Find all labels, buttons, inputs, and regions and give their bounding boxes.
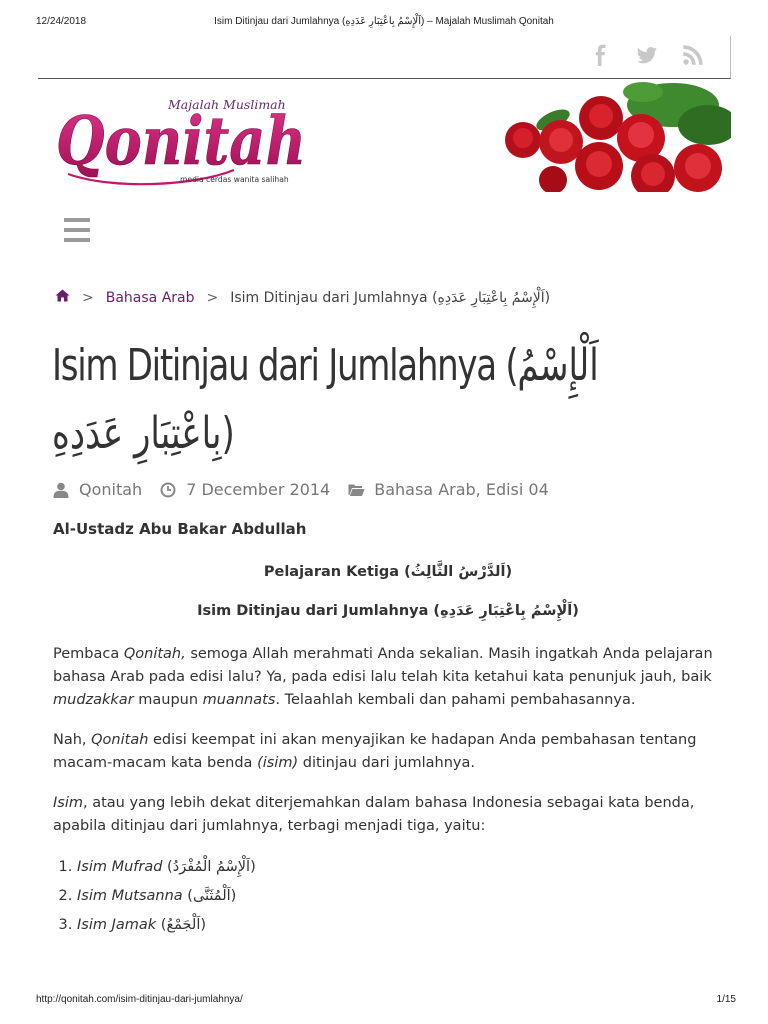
lesson-heading: Pelajaran Ketiga (اَلدَّرْسُ الثَّالِثُ) [263,564,513,580]
logo-main-text: Qonitah [56,102,306,180]
post-categories[interactable]: Bahasa Arab, Edisi 04 [374,480,549,499]
logo-top-text: Majalah Muslimah [168,97,286,112]
post-content [53,518,723,940]
rss-icon[interactable] [682,44,704,66]
isim-type-item [77,853,723,882]
post-date: 7 December 2014 [186,480,331,499]
print-page-number: 1/15 [716,994,736,1005]
print-url: http://qonitah.com/isim-ditinjau-dari-jumlahnya/ [36,994,243,1005]
print-footer [0,994,768,1008]
menu-bar [64,218,90,222]
breadcrumb-separator: > [82,289,94,306]
isim-type-item [77,882,723,911]
breadcrumb [55,289,550,306]
isim-type-name: Isim Jamak [77,917,157,933]
menu-bar [64,228,90,232]
isim-type-name: Isim Mufrad [77,859,163,875]
site-logo[interactable] [54,82,312,190]
lesson-subtitle: Isim Ditinjau dari Jumlahnya (اَلْإِسْمُ بِاعْتِبَارِ عَدَدِهِ) [197,603,579,619]
facebook-icon[interactable] [590,44,612,66]
clock-icon [160,482,176,498]
isim-type-arabic: (اَلْإِسْمُ الْمُفْرَدُ) [162,859,256,875]
menu-toggle-button[interactable] [64,218,90,244]
home-icon[interactable] [55,289,70,306]
logo-tagline: media cerdas wanita salihah [180,175,289,184]
isim-type-name: Isim Mutsanna [77,888,183,904]
breadcrumb-current: Isim Ditinjau dari Jumlahnya (اَلْإِسْمُ بِاعْتِبَارِ عَدَدِهِ) [230,289,551,306]
isim-type-arabic: (اَلْجَمْعُ) [156,917,207,933]
user-icon [53,482,69,498]
post-meta [53,480,549,499]
post-title-line2: بِاعْتِبَارِ عَدَدِهِ) [52,408,234,459]
paragraph-topic: Nah, Qonitah edisi keempat ini akan menyajikan ke hadapan Anda pembahasan tentang macam-macam kata benda (isim) ditinjau dari jumlahnya. [53,732,697,771]
paragraph-intro: Pembaca Qonitah, semoga Allah merahmati Anda sekalian. Masih ingatkah Anda pelajaran bahasa Arab pada edisi lalu? Ya, pada edisi lalu telah kita ketahui kata penunjuk jauh, baik mudzakkar maupun muannats. Telaahlah kembali dan pahami pembahasannya. [53,646,713,708]
social-bar [38,36,731,79]
folder-icon [348,482,364,498]
isim-type-item [77,911,723,940]
twitter-icon[interactable] [636,44,658,66]
post-author[interactable]: Qonitah [79,480,143,499]
paragraph-definition: Isim, atau yang lebih dekat diterjemahkan dalam bahasa Indonesia sebagai kata benda, apabila ditinjau dari jumlahnya, terbagi menjadi tiga, yaitu: [53,795,695,834]
print-title: Isim Ditinjau dari Jumlahnya (اَلْإِسْمُ بِاعْتِبَارِ عَدَدِهِ) – Majalah Muslimah Qonitah [214,16,554,27]
article-author: Al-Ustadz Abu Bakar Abdullah [53,520,307,538]
social-icons [590,44,704,66]
print-date: 12/24/2018 [36,16,87,27]
isim-type-arabic: (اَلْمُثَنَّى) [182,888,237,904]
breadcrumb-separator: > [206,289,219,306]
post-title [52,332,706,468]
breadcrumb-category-link[interactable]: Bahasa Arab [105,289,195,306]
post-title-line1: Isim Ditinjau dari Jumlahnya (اَلْإِسْمُ [52,340,599,391]
print-header [0,16,768,30]
header-banner-image [493,80,731,192]
menu-bar [64,238,90,242]
isim-types-list [77,853,723,940]
